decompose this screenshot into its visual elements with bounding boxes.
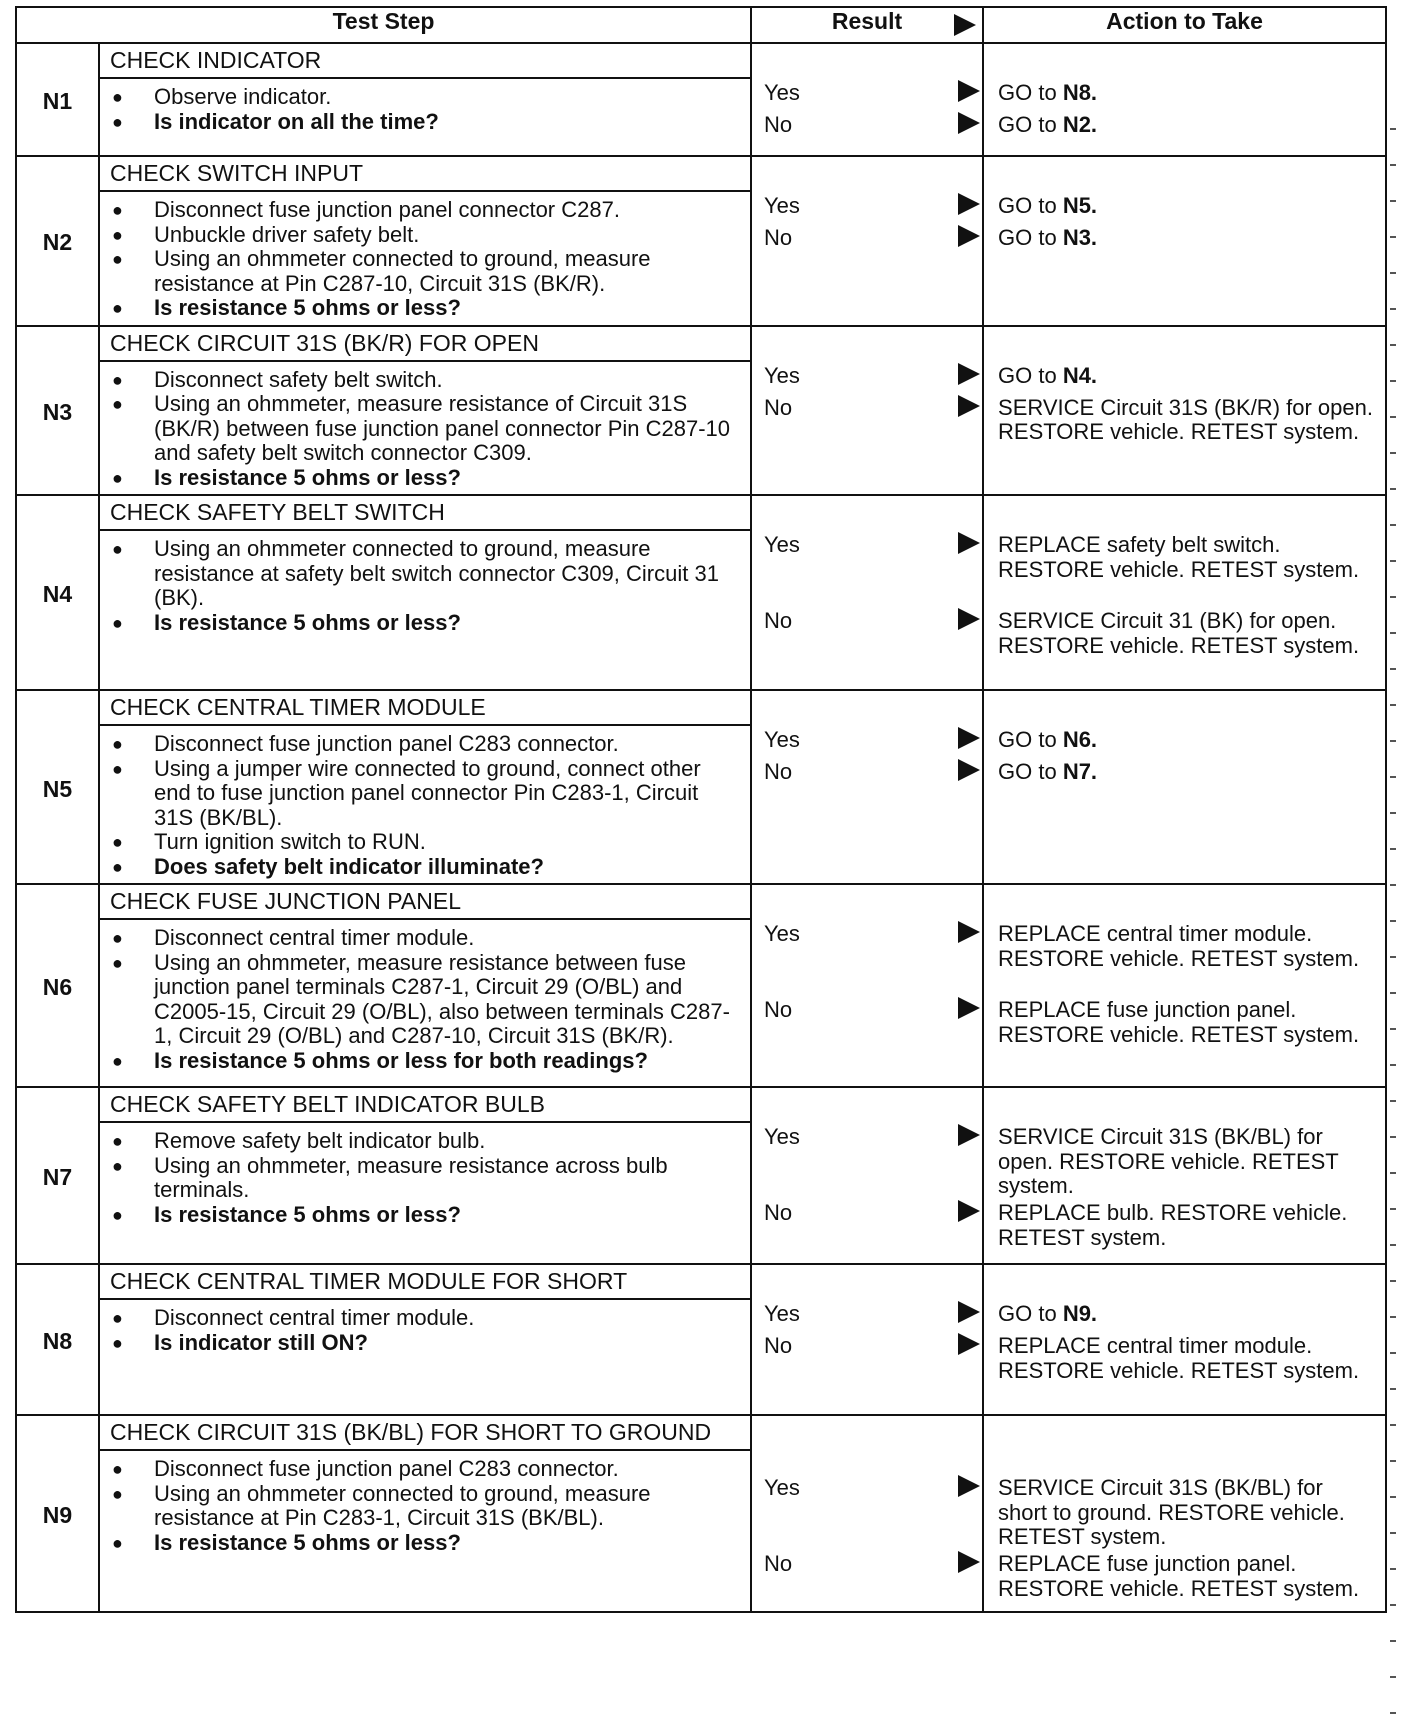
step-id: N9 xyxy=(16,1415,99,1612)
action-text xyxy=(998,922,1375,971)
step-id: N4 xyxy=(16,495,99,690)
result-label: Yes xyxy=(764,1124,800,1149)
action-cell xyxy=(983,1087,1386,1264)
action-text xyxy=(998,1552,1375,1601)
action-cell xyxy=(983,1264,1386,1415)
action-text xyxy=(998,364,1375,389)
margin-tick xyxy=(1390,740,1396,742)
margin-tick xyxy=(1390,308,1396,310)
margin-tick xyxy=(1390,1568,1396,1570)
arrow-right-icon xyxy=(958,921,980,943)
instruction-item: ● Using a jumper wire connected to ground, connect other end to fuse junction panel connector Pin C283-1, Circuit 31S (BK/BL). xyxy=(108,757,742,831)
arrow-right-icon xyxy=(958,363,980,385)
result-label: No xyxy=(764,1333,793,1358)
result-label: No xyxy=(764,1551,793,1576)
result-label: Yes xyxy=(764,532,800,557)
action-instruction: REPLACE safety belt switch. RESTORE vehicle. RETEST system. xyxy=(998,532,1360,582)
arrow-right-icon xyxy=(958,727,980,749)
result-cell xyxy=(751,1087,983,1264)
arrow-right-icon xyxy=(958,532,980,554)
action-text xyxy=(998,998,1375,1047)
instruction-list xyxy=(108,1129,742,1227)
arrow-right-icon xyxy=(958,1475,980,1497)
margin-tick xyxy=(1390,1064,1396,1066)
arrow-right-icon xyxy=(958,759,980,781)
margin-tick xyxy=(1390,1676,1396,1678)
result-label: Yes xyxy=(764,727,800,752)
arrow-right-icon xyxy=(958,1333,980,1355)
margin-tick xyxy=(1390,560,1396,562)
check-question: ● Does safety belt indicator illuminate? xyxy=(108,855,742,880)
margin-tick xyxy=(1390,524,1396,526)
step-instructions xyxy=(99,1450,751,1612)
step-instructions xyxy=(99,1122,751,1264)
instruction-item: ● Observe indicator. xyxy=(108,85,742,110)
margin-tick xyxy=(1390,920,1396,922)
margin-tick xyxy=(1390,848,1396,850)
step-title: CHECK SAFETY BELT SWITCH xyxy=(99,495,751,530)
margin-tick xyxy=(1390,956,1396,958)
step-title: CHECK INDICATOR xyxy=(99,43,751,78)
step-id: N7 xyxy=(16,1087,99,1264)
step-title: CHECK SWITCH INPUT xyxy=(99,156,751,191)
step-title-row xyxy=(16,690,1386,725)
instruction-item: ● Using an ohmmeter connected to ground, measure resistance at Pin C287-10, Circuit 31S (BK/R). xyxy=(108,247,742,296)
instruction-item: ● Disconnect central timer module. xyxy=(108,926,742,951)
action-cell xyxy=(983,690,1386,884)
margin-tick xyxy=(1390,596,1396,598)
action-step-ref: N7. xyxy=(1062,759,1098,784)
action-cell xyxy=(983,43,1386,156)
step-instructions xyxy=(99,530,751,690)
result-label: No xyxy=(764,394,793,420)
margin-tick xyxy=(1390,128,1396,130)
instruction-item: ● Turn ignition switch to RUN. xyxy=(108,830,742,855)
margin-tick xyxy=(1390,1712,1396,1714)
action-cell xyxy=(983,495,1386,690)
instruction-list xyxy=(108,368,742,491)
arrow-right-icon xyxy=(958,1551,980,1573)
step-instructions xyxy=(99,1299,751,1415)
step-title: CHECK CENTRAL TIMER MODULE FOR SHORT xyxy=(99,1264,751,1299)
instruction-list xyxy=(108,537,742,635)
margin-tick xyxy=(1390,812,1396,814)
step-instructions xyxy=(99,78,751,156)
step-title: CHECK CIRCUIT 31S (BK/BL) FOR SHORT TO GROUND xyxy=(99,1415,751,1450)
header-test-step: Test Step xyxy=(16,7,751,43)
arrow-right-icon xyxy=(958,112,980,134)
header-action: Action to Take xyxy=(983,7,1386,43)
step-title-row xyxy=(16,1087,1386,1122)
instruction-item: ● Disconnect fuse junction panel C283 connector. xyxy=(108,1457,742,1482)
margin-tick xyxy=(1390,992,1396,994)
step-instructions xyxy=(99,191,751,326)
action-instruction: REPLACE bulb. RESTORE vehicle. RETEST system. xyxy=(998,1200,1348,1250)
instruction-list xyxy=(108,198,742,321)
result-label: Yes xyxy=(764,80,800,105)
margin-tick xyxy=(1390,776,1396,778)
result-label: No xyxy=(764,997,793,1022)
action-cell xyxy=(983,1415,1386,1612)
test-step-table xyxy=(15,6,1387,1613)
action-text xyxy=(998,226,1375,251)
result-label: Yes xyxy=(764,193,800,218)
result-label: Yes xyxy=(764,921,800,946)
result-label: No xyxy=(764,112,793,137)
result-cell xyxy=(751,156,983,326)
result-label: No xyxy=(764,225,793,250)
step-title-row xyxy=(16,43,1386,78)
test-procedure-page xyxy=(15,6,1385,1613)
action-step-ref: N2. xyxy=(1062,112,1098,137)
instruction-item: ● Using an ohmmeter, measure resistance across bulb terminals. xyxy=(108,1154,742,1203)
margin-tick xyxy=(1390,344,1396,346)
action-text xyxy=(998,1334,1375,1383)
instruction-item: ● Using an ohmmeter, measure resistance of Circuit 31S (BK/R) between fuse junction panel connector Pin C287-10 and safety belt switch connector C309. xyxy=(108,392,742,466)
check-question: ● Is resistance 5 ohms or less for both readings? xyxy=(108,1049,742,1074)
step-instructions xyxy=(99,919,751,1087)
action-prefix: GO to xyxy=(998,362,1063,388)
arrow-right-icon xyxy=(958,1200,980,1222)
instruction-list xyxy=(108,1306,742,1355)
action-cell xyxy=(983,326,1386,496)
action-instruction: SERVICE Circuit 31S (BK/BL) for short to ground. RESTORE vehicle. RETEST system. xyxy=(998,1475,1345,1549)
action-instruction: SERVICE Circuit 31 (BK) for open. RESTORE vehicle. RETEST system. xyxy=(998,608,1360,658)
margin-tick xyxy=(1390,200,1396,202)
arrow-right-icon xyxy=(958,225,980,247)
result-cell xyxy=(751,495,983,690)
action-prefix: GO to xyxy=(998,80,1063,105)
margin-tick xyxy=(1390,236,1396,238)
action-instruction: REPLACE central timer module. RESTORE vehicle. RETEST system. xyxy=(998,921,1360,971)
margin-tick xyxy=(1390,488,1396,490)
margin-tick xyxy=(1390,1172,1396,1174)
step-id: N1 xyxy=(16,43,99,156)
step-id: N3 xyxy=(16,326,99,496)
arrow-right-icon xyxy=(958,1124,980,1146)
check-question: ● Is resistance 5 ohms or less? xyxy=(108,1203,742,1228)
action-step-ref: N4. xyxy=(1062,362,1098,388)
check-question: ● Is resistance 5 ohms or less? xyxy=(108,1531,742,1556)
margin-tick xyxy=(1390,1280,1396,1282)
action-instruction: REPLACE central timer module. RESTORE vehicle. RETEST system. xyxy=(998,1333,1360,1383)
check-question: ● Is indicator on all the time? xyxy=(108,110,742,135)
margin-tick xyxy=(1390,1028,1396,1030)
margin-tick xyxy=(1390,1100,1396,1102)
action-text xyxy=(998,113,1375,138)
instruction-item: ● Unbuckle driver safety belt. xyxy=(108,223,742,248)
margin-tick xyxy=(1390,1496,1396,1498)
step-title: CHECK FUSE JUNCTION PANEL xyxy=(99,884,751,919)
instruction-item: ● Disconnect fuse junction panel connector C287. xyxy=(108,198,742,223)
result-label: No xyxy=(764,759,793,784)
check-question: ● Is indicator still ON? xyxy=(108,1331,742,1356)
step-instructions xyxy=(99,361,751,496)
action-step-ref: N5. xyxy=(1062,193,1098,218)
result-label: No xyxy=(764,608,793,633)
result-label: Yes xyxy=(764,1475,800,1500)
action-step-ref: N6. xyxy=(1062,727,1098,752)
step-title-row xyxy=(16,884,1386,919)
instruction-list xyxy=(108,85,742,134)
instruction-item: ● Disconnect safety belt switch. xyxy=(108,368,742,393)
action-text xyxy=(998,194,1375,219)
result-label: Yes xyxy=(764,1301,800,1326)
margin-tick xyxy=(1390,272,1396,274)
action-text xyxy=(998,533,1375,582)
step-id: N6 xyxy=(16,884,99,1087)
margin-tick xyxy=(1390,1532,1396,1534)
step-instructions xyxy=(99,725,751,884)
step-title: CHECK CENTRAL TIMER MODULE xyxy=(99,690,751,725)
result-label: No xyxy=(764,1200,793,1225)
margin-tick xyxy=(1390,632,1396,634)
instruction-list xyxy=(108,732,742,879)
action-instruction: SERVICE Circuit 31S (BK/R) for open. RESTORE vehicle. RETEST system. xyxy=(998,394,1373,444)
header-result xyxy=(751,7,983,43)
step-title-row xyxy=(16,326,1386,361)
arrow-right-icon xyxy=(958,193,980,215)
instruction-item: ● Using an ohmmeter, measure resistance between fuse junction panel terminals C287-1, Circuit 29 (O/BL) and C2005-15, Circuit 29 (O/BL), also between terminals C287-1, Circuit 29 (O/BL) and C287-10, Circuit 31S (BK/R). xyxy=(108,951,742,1049)
action-prefix: GO to xyxy=(998,727,1063,752)
result-cell xyxy=(751,326,983,496)
result-label: Yes xyxy=(764,362,800,388)
action-instruction: SERVICE Circuit 31S (BK/BL) for open. RESTORE vehicle. RETEST system. xyxy=(998,1124,1339,1198)
margin-tick xyxy=(1390,1640,1396,1642)
action-prefix: GO to xyxy=(998,193,1063,218)
margin-tick xyxy=(1390,1352,1396,1354)
instruction-list xyxy=(108,1457,742,1555)
action-text xyxy=(998,1302,1375,1327)
check-question: ● Is resistance 5 ohms or less? xyxy=(108,611,742,636)
step-id: N5 xyxy=(16,690,99,884)
margin-tick xyxy=(1390,1388,1396,1390)
action-cell xyxy=(983,884,1386,1087)
action-prefix: GO to xyxy=(998,759,1063,784)
margin-tick xyxy=(1390,1460,1396,1462)
result-cell xyxy=(751,884,983,1087)
action-prefix: GO to xyxy=(998,1301,1063,1326)
action-text xyxy=(998,728,1375,753)
margin-tick xyxy=(1390,1604,1396,1606)
instruction-item: ● Using an ohmmeter connected to ground, measure resistance at Pin C283-1, Circuit 31S (BK/BL). xyxy=(108,1482,742,1531)
arrow-right-icon xyxy=(958,80,980,102)
margin-tick xyxy=(1390,416,1396,418)
arrow-right-icon xyxy=(954,14,976,36)
action-text xyxy=(998,609,1375,658)
margin-tick xyxy=(1390,884,1396,886)
margin-tick xyxy=(1390,1316,1396,1318)
action-instruction: REPLACE fuse junction panel. RESTORE vehicle. RETEST system. xyxy=(998,997,1360,1047)
action-prefix: GO to xyxy=(998,225,1063,250)
step-title: CHECK CIRCUIT 31S (BK/R) FOR OPEN xyxy=(99,326,751,361)
action-text xyxy=(998,1476,1375,1550)
margin-tick xyxy=(1390,1424,1396,1426)
action-prefix: GO to xyxy=(998,112,1063,137)
margin-tick xyxy=(1390,452,1396,454)
margin-tick xyxy=(1390,164,1396,166)
instruction-item: ● Remove safety belt indicator bulb. xyxy=(108,1129,742,1154)
header-result-label: Result xyxy=(831,8,903,34)
action-step-ref: N8. xyxy=(1062,80,1098,105)
result-cell xyxy=(751,690,983,884)
instruction-item: ● Disconnect central timer module. xyxy=(108,1306,742,1331)
margin-tick xyxy=(1390,1208,1396,1210)
arrow-right-icon xyxy=(958,1301,980,1323)
margin-tick xyxy=(1390,1244,1396,1246)
margin-tick xyxy=(1390,668,1396,670)
result-cell xyxy=(751,1415,983,1612)
arrow-right-icon xyxy=(958,997,980,1019)
arrow-right-icon xyxy=(958,608,980,630)
action-text xyxy=(998,396,1375,445)
action-text xyxy=(998,760,1375,785)
margin-tick xyxy=(1390,380,1396,382)
action-text xyxy=(998,81,1375,106)
step-id: N8 xyxy=(16,1264,99,1415)
action-text xyxy=(998,1125,1375,1199)
action-step-ref: N9. xyxy=(1062,1301,1098,1326)
step-title: CHECK SAFETY BELT INDICATOR BULB xyxy=(99,1087,751,1122)
action-text xyxy=(998,1201,1375,1250)
step-title-row xyxy=(16,495,1386,530)
check-question: ● Is resistance 5 ohms or less? xyxy=(108,466,742,491)
margin-tick xyxy=(1390,1136,1396,1138)
result-cell xyxy=(751,1264,983,1415)
result-cell xyxy=(751,43,983,156)
step-id: N2 xyxy=(16,156,99,326)
margin-tick xyxy=(1390,704,1396,706)
table-header-row xyxy=(16,7,1386,43)
instruction-list xyxy=(108,926,742,1073)
step-title-row xyxy=(16,1415,1386,1450)
instruction-item: ● Using an ohmmeter connected to ground, measure resistance at safety belt switch connector C309, Circuit 31 (BK). xyxy=(108,537,742,611)
step-title-row xyxy=(16,1264,1386,1299)
action-step-ref: N3. xyxy=(1062,225,1098,250)
arrow-right-icon xyxy=(958,395,980,417)
check-question: ● Is resistance 5 ohms or less? xyxy=(108,296,742,321)
instruction-item: ● Disconnect fuse junction panel C283 connector. xyxy=(108,732,742,757)
test-steps-body xyxy=(16,43,1386,1612)
step-title-row xyxy=(16,156,1386,191)
action-instruction: REPLACE fuse junction panel. RESTORE vehicle. RETEST system. xyxy=(998,1551,1360,1601)
action-cell xyxy=(983,156,1386,326)
